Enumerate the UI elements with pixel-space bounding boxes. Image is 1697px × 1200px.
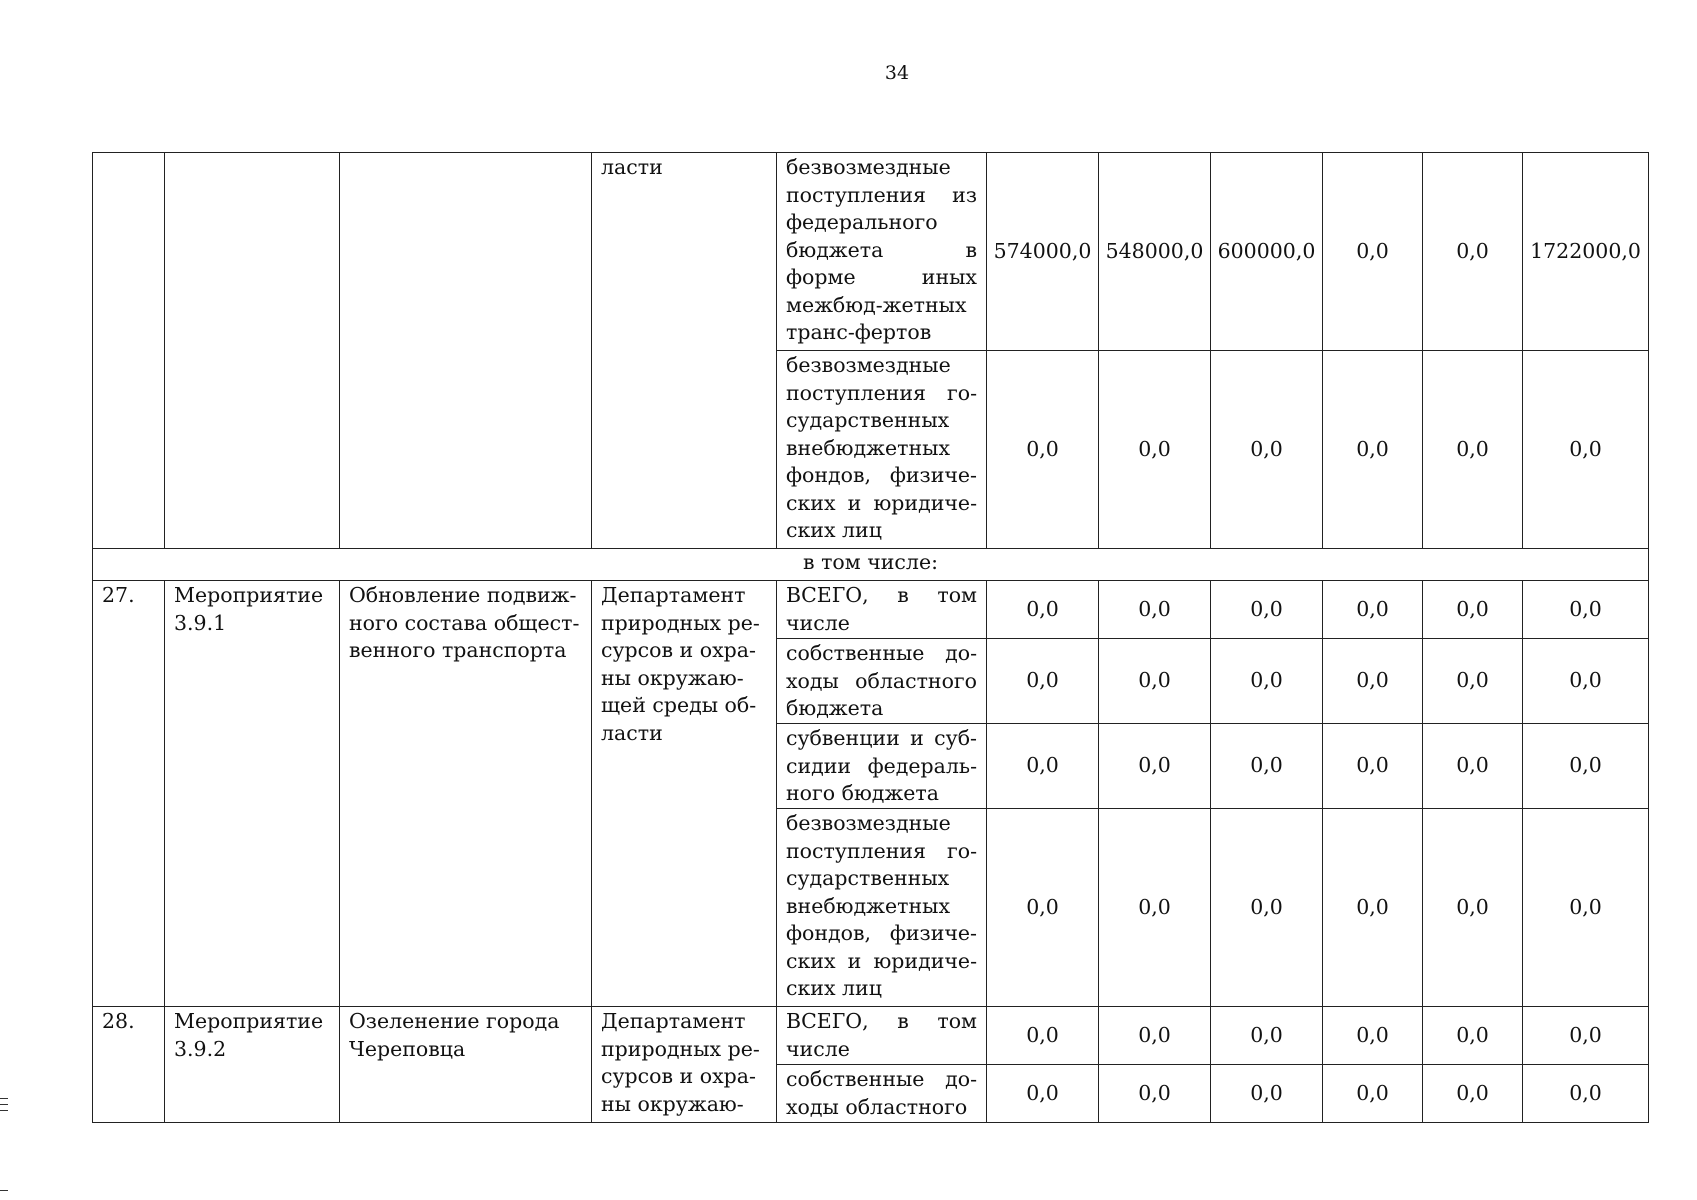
value-cell: 0,0 (1211, 1007, 1323, 1065)
funding-source: ВСЕГО, в том числе (777, 1007, 987, 1065)
measure-name: Озеленение города Череповца (340, 1007, 592, 1123)
value-cell: 0,0 (1523, 581, 1649, 639)
value-cell: 0,0 (987, 581, 1099, 639)
funding-source: безвозмездные поступления го-сударственных внебюджетных фондов, физиче-ских и юридиче-ских лиц (777, 809, 987, 1007)
value-cell: 0,0 (987, 639, 1099, 724)
measure-number: 27. (93, 581, 165, 1007)
measure-name: Обновление подвиж-ного состава общест-венного транспорта (340, 581, 592, 1007)
scan-mark (0, 1190, 8, 1191)
value-cell: 0,0 (1211, 639, 1323, 724)
value-cell: 0,0 (1523, 351, 1649, 549)
funding-source: собственные до-ходы областного бюджета (777, 639, 987, 724)
value-cell: 0,0 (1423, 581, 1523, 639)
value-cell: 0,0 (1523, 1065, 1649, 1123)
value-cell: 0,0 (1211, 724, 1323, 809)
funding-source: безвозмездные поступления из федерального бюджета в форме иных межбюд-жетных транс-фертов (777, 153, 987, 351)
value-cell: 0,0 (1099, 809, 1211, 1007)
value-cell: 0,0 (1423, 351, 1523, 549)
value-cell: 0,0 (1323, 351, 1423, 549)
value-cell: 0,0 (1323, 639, 1423, 724)
value-cell: 0,0 (987, 809, 1099, 1007)
table-row (93, 153, 1649, 351)
value-cell: 0,0 (1099, 639, 1211, 724)
page-number: 34 (884, 62, 910, 84)
value-cell: 574000,0 (987, 153, 1099, 351)
value-cell: 0,0 (1423, 1065, 1523, 1123)
value-cell: 0,0 (987, 1007, 1099, 1065)
budget-table (92, 152, 1649, 1123)
value-cell: 0,0 (1323, 1065, 1423, 1123)
empty-cell (93, 153, 165, 549)
value-cell: 0,0 (1099, 724, 1211, 809)
measure-code: Мероприятие 3.9.2 (165, 1007, 340, 1123)
value-cell: 0,0 (1423, 639, 1523, 724)
empty-cell (165, 153, 340, 549)
value-cell: 0,0 (1211, 1065, 1323, 1123)
value-cell: 0,0 (987, 1065, 1099, 1123)
value-cell: 0,0 (1423, 1007, 1523, 1065)
responsible-cell: Департамент природных ре-сурсов и охра-ны окружаю- (592, 1007, 777, 1123)
value-cell: 1722000,0 (1523, 153, 1649, 351)
value-cell: 0,0 (1423, 724, 1523, 809)
responsible-cell: ласти (592, 153, 777, 549)
value-cell: 0,0 (1523, 809, 1649, 1007)
value-cell: 0,0 (987, 351, 1099, 549)
including-label: в том числе: (93, 549, 1649, 581)
value-cell: 0,0 (1523, 1007, 1649, 1065)
funding-source: субвенции и суб-сидии федераль-ного бюджета (777, 724, 987, 809)
value-cell: 0,0 (1323, 1007, 1423, 1065)
value-cell: 600000,0 (1211, 153, 1323, 351)
value-cell: 0,0 (1323, 724, 1423, 809)
value-cell: 0,0 (1323, 809, 1423, 1007)
value-cell: 0,0 (1323, 581, 1423, 639)
value-cell: 0,0 (1211, 581, 1323, 639)
scan-mark (0, 1098, 8, 1099)
value-cell: 0,0 (1099, 1007, 1211, 1065)
empty-cell (340, 153, 592, 549)
measure-code: Мероприятие 3.9.1 (165, 581, 340, 1007)
value-cell: 0,0 (1523, 639, 1649, 724)
value-cell: 0,0 (1099, 1065, 1211, 1123)
value-cell: 0,0 (1523, 724, 1649, 809)
funding-source: безвозмездные поступления го-сударственных внебюджетных фондов, физиче-ских и юридиче-ских лиц (777, 351, 987, 549)
value-cell: 0,0 (987, 724, 1099, 809)
value-cell: 0,0 (1323, 153, 1423, 351)
value-cell: 0,0 (1099, 351, 1211, 549)
table-row (93, 1007, 1649, 1065)
scan-mark (0, 1110, 8, 1111)
scan-mark (0, 1104, 8, 1105)
funding-source: ВСЕГО, в том числе (777, 581, 987, 639)
value-cell: 0,0 (1099, 581, 1211, 639)
responsible-cell: Департамент природных ре-сурсов и охра-ны окружаю-щей среды об-ласти (592, 581, 777, 1007)
measure-number: 28. (93, 1007, 165, 1123)
funding-source: собственные до-ходы областного (777, 1065, 987, 1123)
value-cell: 0,0 (1211, 809, 1323, 1007)
value-cell: 0,0 (1423, 153, 1523, 351)
value-cell: 548000,0 (1099, 153, 1211, 351)
table-row (93, 549, 1649, 581)
table-row (93, 581, 1649, 639)
value-cell: 0,0 (1211, 351, 1323, 549)
value-cell: 0,0 (1423, 809, 1523, 1007)
